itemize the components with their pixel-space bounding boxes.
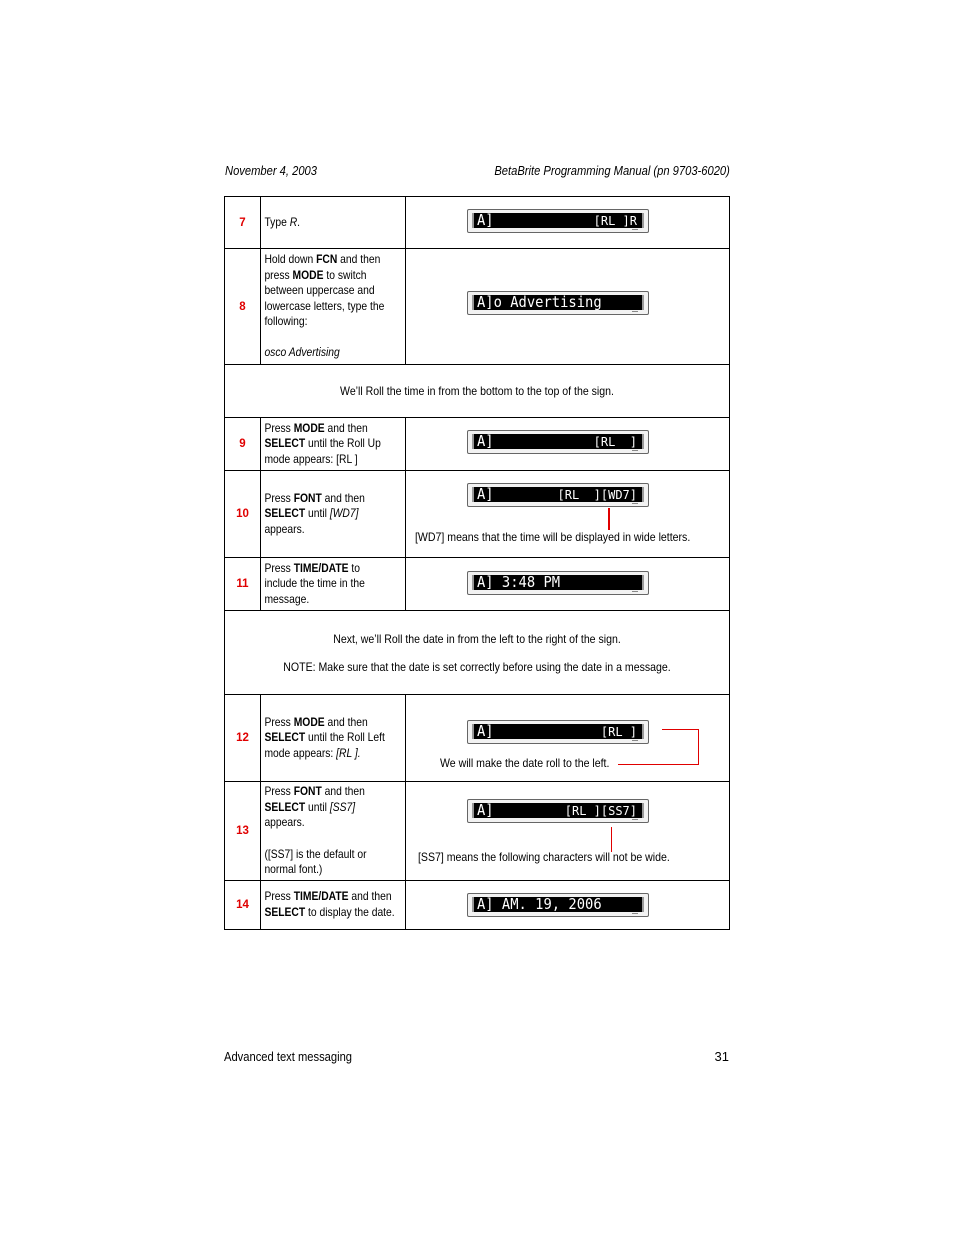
step-number: 7 xyxy=(225,197,261,249)
step-number: 14 xyxy=(225,881,261,930)
footer-section: Advanced text messaging xyxy=(224,1049,353,1064)
sign-display: A]o Advertising xyxy=(467,291,649,315)
callout-line xyxy=(618,764,699,765)
step-instruction: Press MODE and then SELECT until the Roll Up mode appears: [RL ] xyxy=(261,418,406,471)
table-row xyxy=(225,611,730,695)
sign-display: A] [RL ]R xyxy=(467,209,649,233)
callout-line xyxy=(608,508,610,530)
step-number: 12 xyxy=(225,695,261,782)
header-title: BetaBrite Programming Manual (pn 9703-6020) xyxy=(494,163,730,178)
step-display xyxy=(406,418,730,471)
callout-line xyxy=(698,729,699,765)
table-row xyxy=(225,558,730,611)
step-number: 13 xyxy=(225,782,261,881)
step-display xyxy=(406,782,730,881)
display-note: [SS7] means the following characters will not be wide. xyxy=(418,850,670,864)
step-number: 9 xyxy=(225,418,261,471)
step-display xyxy=(406,197,730,249)
sign-display: A] [RL ][WD7] xyxy=(467,483,649,507)
step-display xyxy=(406,881,730,930)
table-row xyxy=(225,365,730,418)
table-row xyxy=(225,418,730,471)
table-row xyxy=(225,782,730,881)
header-date: November 4, 2003 xyxy=(225,163,317,178)
table-row xyxy=(225,881,730,930)
section-note: Next, we’ll Roll the date in from the left to the right of the sign. NOTE: Make sure that the date is set correctly before using the date in a message. xyxy=(225,611,730,695)
display-note: [WD7] means that the time will be displayed in wide letters. xyxy=(415,530,691,544)
sign-display: A] 3:48 PM xyxy=(467,571,649,595)
table-row xyxy=(225,249,730,365)
step-instruction: Hold down FCN and then press MODE to switch between uppercase and lowercase letters, type the following: osco Advertising xyxy=(261,249,406,365)
step-number: 8 xyxy=(225,249,261,365)
sign-display: A] [RL ] xyxy=(467,430,649,454)
step-display xyxy=(406,558,730,611)
step-instruction: Press TIME/DATE to include the time in the message. xyxy=(261,558,406,611)
step-display xyxy=(406,471,730,558)
steps-table xyxy=(224,196,730,930)
step-instruction: Press FONT and then SELECT until [WD7] appears. xyxy=(261,471,406,558)
step-display xyxy=(406,695,730,782)
step-number: 10 xyxy=(225,471,261,558)
step-instruction: Type R. xyxy=(261,197,406,249)
callout-line xyxy=(611,827,612,852)
display-note: We will make the date roll to the left. xyxy=(440,756,610,770)
sign-display: A] AM. 19, 2006 xyxy=(467,893,649,917)
section-note: We’ll Roll the time in from the bottom to the top of the sign. xyxy=(225,365,730,418)
table-row xyxy=(225,471,730,558)
step-display xyxy=(406,249,730,365)
sign-display: A] [RL ] xyxy=(467,720,649,744)
table-row xyxy=(225,695,730,782)
step-instruction: Press FONT and then SELECT until [SS7] appears. ([SS7] is the default or normal font.) xyxy=(261,782,406,881)
step-number: 11 xyxy=(225,558,261,611)
step-instruction: Press MODE and then SELECT until the Roll Left mode appears: [RL ]. xyxy=(261,695,406,782)
callout-line xyxy=(662,729,699,730)
step-instruction: Press TIME/DATE and then SELECT to display the date. xyxy=(261,881,406,930)
sign-display: A] [RL ][SS7] xyxy=(467,799,649,823)
page-number: 31 xyxy=(714,1049,729,1064)
table-row xyxy=(225,197,730,249)
